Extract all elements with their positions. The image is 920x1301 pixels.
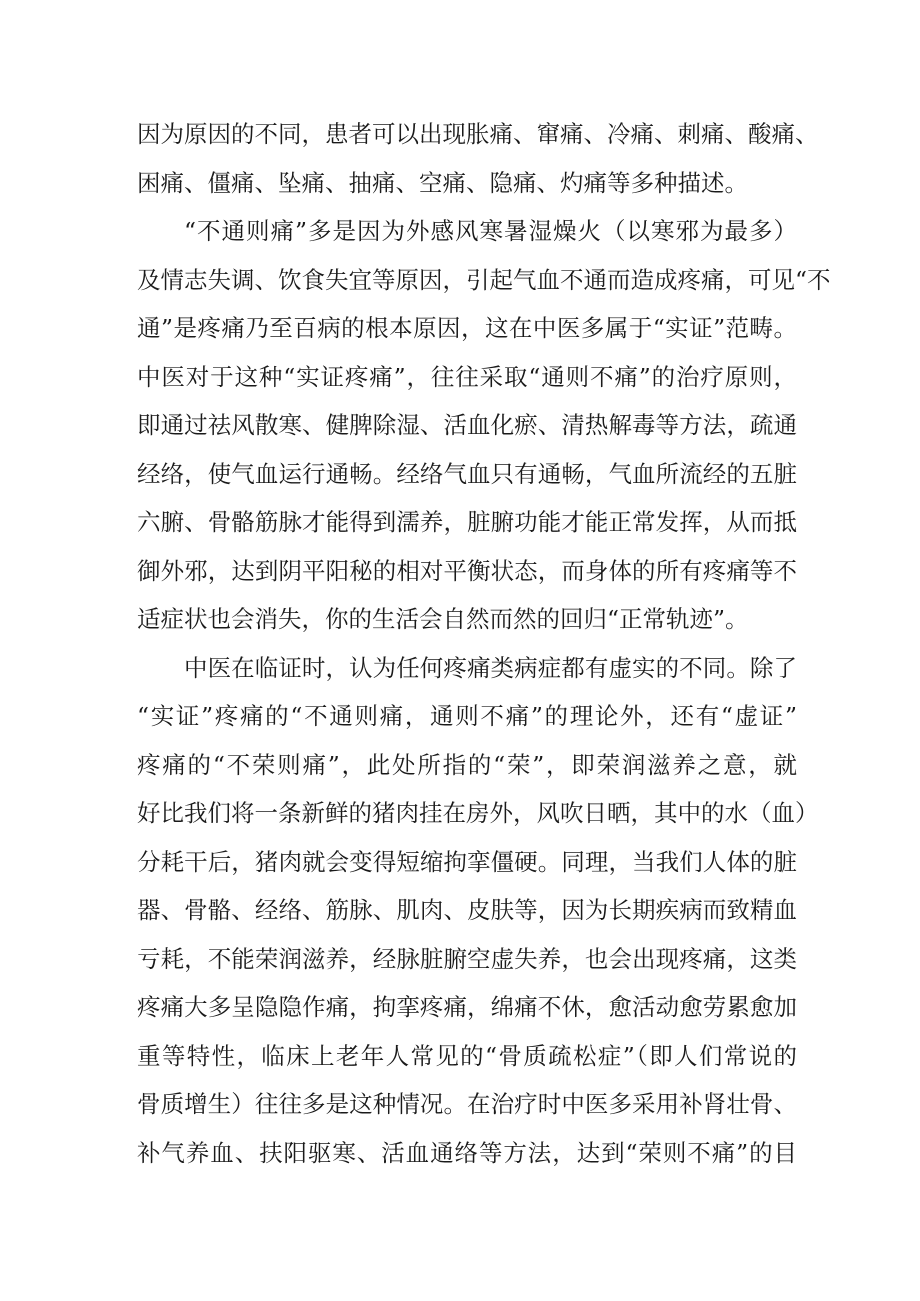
text-line: 因为原因的不同，患者可以出现胀痛、窜痛、冷痛、刺痛、酸痛、 xyxy=(137,120,819,148)
text-line: 骨质增生）往往多是这种情况。在治疗时中医多采用补肾壮骨、 xyxy=(137,1090,797,1118)
text-line: 六腑、骨骼筋脉才能得到濡养，脏腑功能才能正常发挥，从而抵 xyxy=(137,508,797,536)
text-line: 中医对于这种“实证疼痛”，往往采取“通则不痛”的治疗原则， xyxy=(137,362,797,391)
text-line: 疼痛的“不荣则痛”，此处所指的“荣”，即荣润滋养之意，就 xyxy=(137,750,797,779)
text-line: 器、骨骼、经络、筋脉、肌肉、皮肤等，因为长期疾病而致精血 xyxy=(137,896,797,924)
text-line: 经络，使气血运行通畅。经络气血只有通畅，气血所流经的五脏 xyxy=(137,459,797,488)
body-text xyxy=(137,110,831,1177)
paragraph-start-line: 中医在临证时，认为任何疼痛类病症都有虚实的不同。除了 xyxy=(184,653,797,682)
text-line: 御外邪，达到阴平阳秘的相对平衡状态，而身体的所有疼痛等不 xyxy=(137,556,797,585)
text-line: 补气养血、扶阳驱寒、活血通络等方法，达到“荣则不痛”的目 xyxy=(137,1138,797,1167)
text-line: “实证”疼痛的“不通则痛，通则不痛”的理论外，还有“虚证” xyxy=(137,702,797,730)
text-line: 亏耗，不能荣润滋养，经脉脏腑空虚失养，也会出现疼痛，这类 xyxy=(137,944,797,973)
text-line: 疼痛大多呈隐隐作痛，拘挛疼痛，绵痛不休，愈活动愈劳累愈加 xyxy=(137,993,797,1021)
text-line: 重等特性，临床上老年人常见的“骨质疏松症”（即人们常说的 xyxy=(137,1041,797,1070)
text-line: 及情志失调、饮食失宜等原因，引起气血不通而造成疼痛，可见“不 xyxy=(137,265,831,294)
text-line: 适症状也会消失，你的生活会自然而然的回归“正常轨迹”。 xyxy=(137,605,749,633)
paragraph-start-line: “不通则痛”多是因为外感风寒暑湿燥火（以寒邪为最多） xyxy=(184,217,797,245)
text-line: 即通过祛风散寒、健脾除湿、活血化瘀、清热解毒等方法，疏通 xyxy=(137,411,797,439)
text-line: 分耗干后，猪肉就会变得短缩拘挛僵硬。同理，当我们人体的脏 xyxy=(137,847,797,876)
text-line: 好比我们将一条新鲜的猪肉挂在房外，风吹日晒，其中的水（血） xyxy=(137,799,819,827)
text-line: 困痛、僵痛、坠痛、抽痛、空痛、隐痛、灼痛等多种描述。 xyxy=(137,168,748,197)
text-line: 通”是疼痛乃至百病的根本原因，这在中医多属于“实证”范畴。 xyxy=(137,314,797,342)
